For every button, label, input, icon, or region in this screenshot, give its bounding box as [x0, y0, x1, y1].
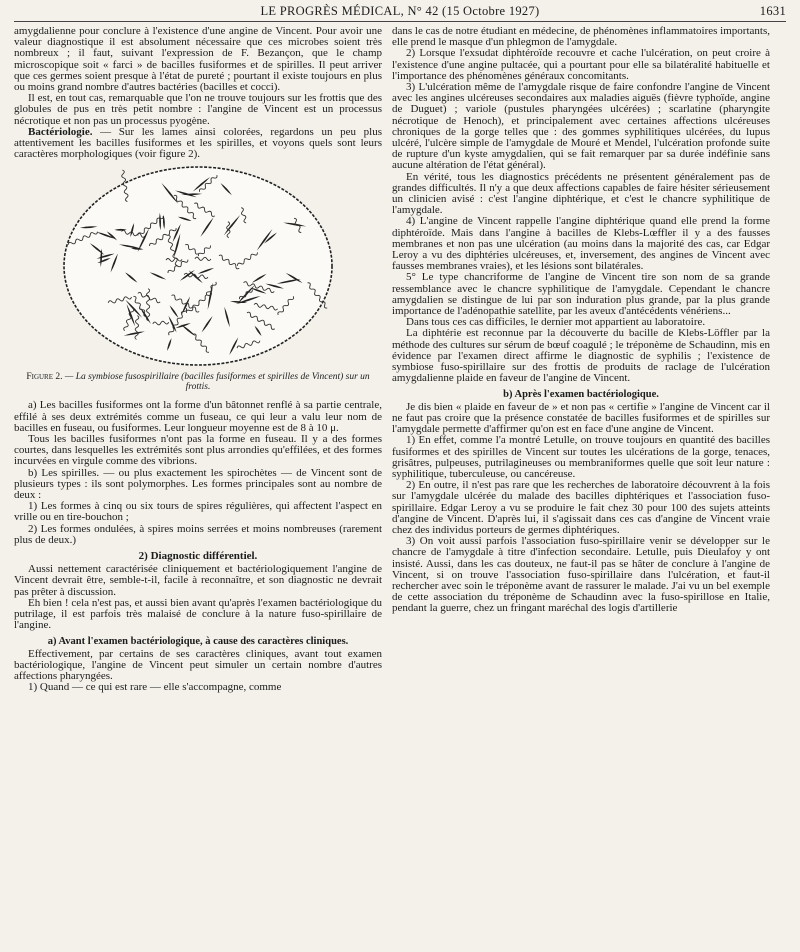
paragraph: 4) L'angine de Vincent rappelle l'angine diphtérique quand elle prend la forme diphtéroïde. Mais dans l'angine à bacilles de Klebs-Lœffler il y a des fausses membranes et non pas une ulcération (au moins dans la majorité des cas, car Edgar Leroy a vu des diphtéries ulcéreuses, et, inversement, des angines de Vincent avec fausses membranes vraies), et les lésions sont bilatérales.: [392, 215, 770, 273]
paragraph: 1) En effet, comme l'a montré Letulle, on trouve toujours en quantité des bacilles fusiformes et des spirilles de Vincent sur toutes les ulcérations de la gorge, tenaces, grisâtres, pulpeuses, putrilagineuses ou membraniformes quelle que soit leur nature : syphilitique, tuberculeuse, ou cancéreuse.: [392, 434, 770, 480]
section-heading: 2) Diagnostic différentiel.: [138, 550, 258, 563]
paragraph: 2) Les formes ondulées, à spires moins serrées et moins nombreuses (rarement plus de deux.): [14, 522, 382, 546]
paragraph: Effectivement, par certains de ses caractères cliniques, avant tout examen bactériologique, l'angine de Vincent peut simuler un certain nombre d'autres affections pharyngées.: [14, 647, 382, 683]
left-column: [14, 26, 382, 948]
run-in-heading: Bactériologie.: [28, 125, 93, 138]
paragraph: Je dis bien « plaide en faveur de » et non pas « certifie » l'angine de Vincent car il ne faut pas croire que la présence constatée de bacilles fusiformes et de spirilles sur l'amygdale permette d'affirmer qu'on est en face d'une angine de Vincent.: [392, 400, 770, 436]
smear-illustration: [60, 164, 336, 368]
paragraph: Bactériologie. — Sur les lames ainsi colorées, regardons un peu plus attentivement les bacilles fusiformes et les spirilles, et voyons quels sont leurs caractères morphologiques (voir figure 2).: [14, 125, 382, 161]
figure-2: [14, 164, 382, 370]
subsection-heading: b) Après l'examen bactériologique.: [503, 388, 659, 400]
paragraph: Dans tous ces cas difficiles, le dernier mot appartient au laboratoire.: [406, 316, 706, 329]
figure-label: Figure 2.: [26, 372, 63, 383]
paragraph: 2) En outre, il n'est pas rare que les recherches de laboratoire découvrent à la fois sur l'amygdale ulcérée du malade des bacilles diphtériques et l'association fuso-spirillaire. Edgar Leroy a vu se produire le fait chez 30 pour 100 des sujets atteints d'angine de Vincent. D'après lui, il s'agissait dans ces cas d'angine de Vincent vraie chez des individus porteurs de germes diphtériques.: [392, 479, 770, 536]
paragraph: a) Les bacilles fusiformes ont la forme d'un bâtonnet renflé à sa partie centrale, effilé à ses deux extrémités comme un fuseau, ce qui leur a valu leur nom de bacilles en fuseau, ou fusiformes. Leur longueur moyenne est de 8 à 10 μ.: [14, 399, 382, 434]
journal-title: LE PROGRÈS MÉDICAL, N° 42 (15 Octobre 1927): [260, 4, 540, 18]
paragraph: Tous les bacilles fusiformes n'ont pas la forme en fuseau. Il y a des formes courtes, dans lesquelles les extrémités sont plus arrondies qu'effilées, et des formes incurvées en virgule comme des vibrions.: [14, 433, 382, 468]
subsection-heading: a) Avant l'examen bactériologique, à cause des caractères cliniques.: [47, 635, 349, 647]
paragraph: 3) On voit aussi parfois l'association fuso-spirillaire venir se développer sur le chancre de l'amygdale à titre d'infection secondaire. Letulle, puis Dieulafoy y ont insisté. Aussi, dans les cas douteux, ne faut-il pas se hâter de conclure à l'angine de Vincent, si on trouve l'association fuso-spirillaire dans l'ulcération, et faut-il rechercher avec soin le tréponème avant de rassurer le malade. J'ai vu un bel exemple de cette association du tréponème de Schaudinn avec la fuso-spirillose en Italie, pendant la guerre, chez un fringant maréchal des logis d'artillerie: [392, 535, 770, 615]
running-header: [14, 4, 786, 20]
paragraph: 3) L'ulcération même de l'amygdale risque de faire confondre l'angine de Vincent avec les angines ulcéreuses secondaires aux maladies aiguës (fièvre typhoïde, angine de Duguet) ; variole (pustules pharyngées ulcérées) ; scarlatine (pharyngite nécrotique de Henoch), et principalement avec certaines affections ulcéreuses chroniques de la gorge telles que : des gommes syphilitiques ulcérées, du lupus ulcéré, l'ulcère simple de l'amygdale de Mouré et Mendel, l'ulcération profonde suite de rupture d'un kyste amygdalien, qui se fait remarquer par sa durée indéfinie sans aucune altération de l'état général).: [392, 81, 770, 172]
paragraph: amygdalienne pour conclure à l'existence d'une angine de Vincent. Pour avoir une valeur diagnostique il est absolument nécessaire que ces microbes soient très nombreux ; il faut, suivant l'expression de F. Bezançon, que le champ microscopique soit « farci » de bacilles fusiformes et de spirilles. Il peut arriver que ces germes soient presque à l'état de pureté ; pourtant il existe toujours en plus ou moins grand nombre d'autres bactéries (bacilles et cocci).: [14, 26, 382, 94]
paragraph: 2) Lorsque l'exsudat diphtéroïde recouvre et cache l'ulcération, on peut croire à l'existence d'une angine pultacée, qui a pourtant pour elle sa bilatéralité habituelle et l'importance des phénomènes généraux concomitants.: [392, 47, 770, 82]
page-number: 1631: [759, 4, 786, 18]
paragraph: 5° Le type chancriforme de l'angine de Vincent tire son nom de sa grande ressemblance avec le chancre syphilitique de l'amygdale. Cependant le chancre amygdalien se distingue de lui par son induration plus grande, par la plus grande importance de l'adénopathie satellite, par les aveux d'antécédents vénériens...: [392, 271, 770, 318]
paragraph: Eh bien ! cela n'est pas, et aussi bien avant qu'après l'examen bactériologique du putrilage, il est parfois très malaisé de conclure à la nature fuso-spirillaire de l'angine.: [14, 596, 382, 632]
paragraph: dans le cas de notre étudiant en médecine, de phénomènes inflammatoires importants, elle prend le masque d'un phlegmon de l'amygdale.: [392, 26, 770, 49]
paragraph: La diphtérie est reconnue par la découverte du bacille de Klebs-Löffler par la méthode des cultures sur sérum de bœuf coagulé ; le tréponème de Schaudinn, mis en évidence par l'examen direct affirme le diagnostic de syphilis ; l'existence de symbiose fuso-spirillaire sur des frottis de produits de raclage de l'ulcération amygdalienne plaide en faveur de l'angine de Vincent.: [392, 327, 770, 385]
paragraph: 1) Les formes à cinq ou six tours de spires régulières, qui affectent l'aspect en vrille ou en tire-bouchon ;: [14, 500, 382, 524]
paragraph: En vérité, tous les diagnostics précédents ne présentent généralement pas de grandes difficultés. Il n'y a que deux affections capables de faire hésiter sérieusement un clinicien avisé : c'est l'angine diphtérique, et c'est le chancre syphilitique de l'amygdale.: [392, 170, 770, 217]
paragraph: 1) Quand — ce qui est rare — elle s'accompagne, comme: [28, 681, 282, 694]
figure-caption-text: — La symbiose fusospirillaire (bacilles fusiformes et spirilles de Vincent) sur un frottis.: [64, 372, 370, 393]
header-rule: [14, 21, 786, 22]
paragraph: Il est, en tout cas, remarquable que l'on ne trouve toujours sur les frottis que des globules de pus en très petit nombre : l'angine de Vincent est un processus nécrotique et non pas un processus pyogène.: [14, 92, 382, 127]
right-column: [392, 26, 770, 948]
figure-caption: [18, 372, 378, 392]
paragraph: Aussi nettement caractérisée cliniquement et bactériologiquement l'angine de Vincent devrait être, semble-t-il, facile à reconnaître, et son diagnostic ne devrait pas prêter à discussion.: [14, 563, 382, 598]
microscope-field-outline: [64, 167, 332, 365]
paragraph: b) Les spirilles. — ou plus exactement les spirochètes — de Vincent sont de plusieurs types : ils sont polymorphes. Les formes principales sont au nombre de deux :: [14, 466, 382, 502]
